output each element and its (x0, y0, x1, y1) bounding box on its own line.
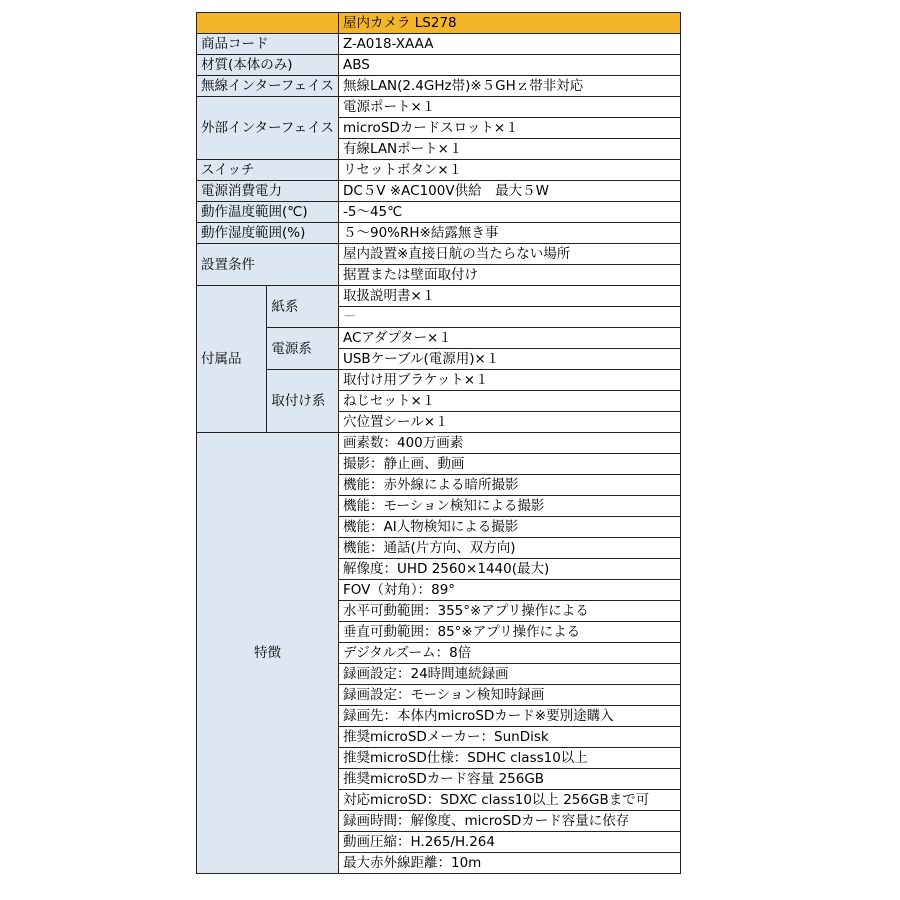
spec-row-external (197, 97, 681, 118)
feature-value: 機能：モーション検知による撮影 (338, 496, 680, 517)
spec-row-switch (197, 160, 681, 181)
spec-label: 無線インターフェイス (197, 76, 339, 97)
feature-value: 録画設定：24時間連続録画 (338, 664, 680, 685)
spec-label: 外部インターフェイス (197, 97, 339, 160)
spec-label: 動作湿度範囲(%) (197, 223, 339, 244)
spec-value: microSDカードスロット×１ (338, 118, 680, 139)
features-label: 特徴 (197, 433, 339, 874)
feature-value: 録画時間：解像度、microSDカード容量に依存 (338, 811, 680, 832)
feature-value: 録画先：本体内microSDカード※要別途購入 (338, 706, 680, 727)
feature-value: 推奨microSDメーカー：SunDisk (338, 727, 680, 748)
spec-value: 有線LANポート×１ (338, 139, 680, 160)
accessory-value: 穴位置シール×１ (338, 412, 680, 433)
feature-value: 水平可動範囲：355°※アプリ操作による (338, 601, 680, 622)
feature-value: FOV（対角）：89° (338, 580, 680, 601)
spec-value: ABS (338, 55, 680, 76)
spec-value: リセットボタン×１ (338, 160, 680, 181)
feature-value: 解像度：UHD 2560×1440(最大) (338, 559, 680, 580)
feature-value: 機能：赤外線による暗所撮影 (338, 475, 680, 496)
spec-label: 設置条件 (197, 244, 339, 286)
accessory-row (197, 328, 681, 349)
accessories-label: 付属品 (197, 286, 267, 433)
spec-label: スイッチ (197, 160, 339, 181)
spec-label: 商品コード (197, 34, 339, 55)
feature-value: 撮影：静止画、動画 (338, 454, 680, 475)
accessory-row (197, 370, 681, 391)
feature-value: 画素数：400万画素 (338, 433, 680, 454)
spec-value: 無線LAN(2.4GHz帯)※５GHｚ帯非対応 (338, 76, 680, 97)
spec-row-install (197, 244, 681, 265)
spec-value: DC５V ※AC100V供給 最大５W (338, 181, 680, 202)
accessory-group-label: 電源系 (267, 328, 339, 370)
feature-value: 対応microSD：SDXC class10以上 256GBまで可 (338, 790, 680, 811)
accessory-value: 取付け用ブラケット×１ (338, 370, 680, 391)
spec-value: 据置または壁面取付け (338, 265, 680, 286)
feature-value: 録画設定：モーション検知時録画 (338, 685, 680, 706)
accessory-value: － (338, 307, 680, 328)
accessory-value: USBケーブル(電源用)×１ (338, 349, 680, 370)
spec-label: 動作温度範囲(℃) (197, 202, 339, 223)
spec-row-code (197, 34, 681, 55)
accessory-group-label: 紙系 (267, 286, 339, 328)
feature-value: 推奨microSD仕様：SDHC class10以上 (338, 748, 680, 769)
accessory-row (197, 286, 681, 307)
spec-row-material (197, 55, 681, 76)
spec-row-wireless (197, 76, 681, 97)
accessory-value: ACアダプター×１ (338, 328, 680, 349)
accessory-value: ねじセット×１ (338, 391, 680, 412)
header-row (197, 13, 681, 34)
feature-value: 垂直可動範囲：85°※アプリ操作による (338, 622, 680, 643)
spec-value: 屋内設置※直接日航の当たらない場所 (338, 244, 680, 265)
product-name: 屋内カメラ LS278 (338, 13, 680, 34)
spec-row-humidity (197, 223, 681, 244)
accessory-value: 取扱説明書×１ (338, 286, 680, 307)
feature-row (197, 433, 681, 454)
header-blank-cell (197, 13, 339, 34)
spec-value: Z-A018-XAAA (338, 34, 680, 55)
feature-value: 機能：通話(片方向、双方向) (338, 538, 680, 559)
feature-value: 最大赤外線距離：10m (338, 853, 680, 874)
spec-label: 電源消費電力 (197, 181, 339, 202)
spec-table (196, 12, 681, 874)
spec-row-power (197, 181, 681, 202)
spec-row-temp (197, 202, 681, 223)
feature-value: デジタルズーム：8倍 (338, 643, 680, 664)
spec-value: ５～90%RH※結露無き事 (338, 223, 680, 244)
feature-value: 動画圧縮：H.265/H.264 (338, 832, 680, 853)
accessory-group-label: 取付け系 (267, 370, 339, 433)
spec-value: -5～45℃ (338, 202, 680, 223)
spec-label: 材質(本体のみ) (197, 55, 339, 76)
feature-value: 推奨microSDカード容量 256GB (338, 769, 680, 790)
spec-value: 電源ポート×１ (338, 97, 680, 118)
feature-value: 機能：AI人物検知による撮影 (338, 517, 680, 538)
